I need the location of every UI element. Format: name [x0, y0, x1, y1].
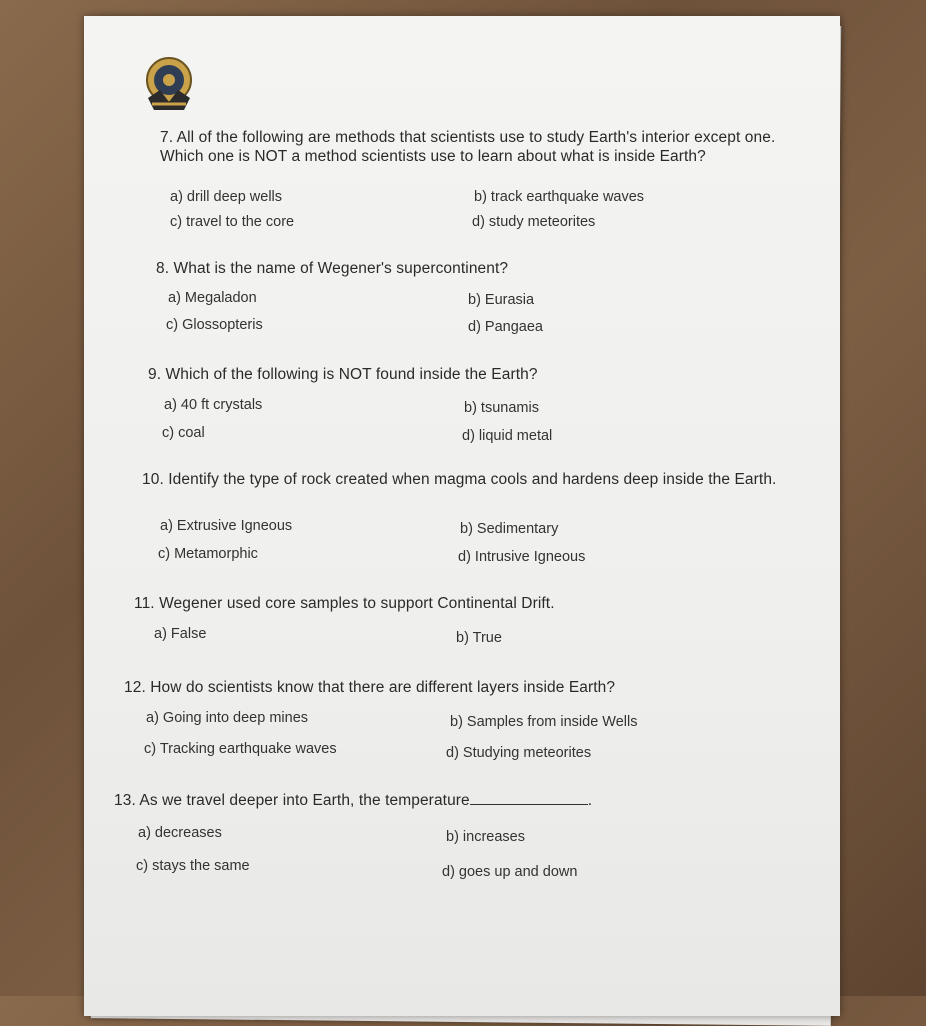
- question-13-prompt: 13. As we travel deeper into Earth, the temperature: [114, 792, 470, 809]
- question-10-option-d: d) Intrusive Igneous: [458, 549, 586, 565]
- question-10-option-c: c) Metamorphic: [158, 546, 258, 562]
- question-9-option-a: a) 40 ft crystals: [164, 397, 263, 413]
- question-11-option-a: a) False: [154, 626, 207, 642]
- question-9-option-c: c) coal: [162, 425, 205, 441]
- question-9-option-d: d) liquid metal: [462, 428, 553, 444]
- question-13-option-d: d) goes up and down: [442, 864, 578, 880]
- answer-blank-line: [470, 790, 588, 805]
- question-7-option-d: d) study meteorites: [472, 214, 596, 230]
- question-12-option-b: b) Samples from inside Wells: [450, 714, 638, 730]
- school-logo-icon: [140, 54, 198, 116]
- question-10-option-b: b) Sedimentary: [460, 521, 559, 537]
- question-13-suffix: .: [587, 792, 593, 809]
- question-11-text: 11. Wegener used core samples to support Continental Drift.: [134, 595, 555, 612]
- question-8-option-b: b) Eurasia: [468, 292, 535, 308]
- question-8-option-a: a) Megaladon: [168, 290, 257, 306]
- question-13-option-a: a) decreases: [138, 825, 222, 841]
- question-7-text: 7. All of the following are methods that scientists use to study Earth's interior except one. Which one is NOT a method scientists use to learn about what is inside Earth?: [160, 129, 776, 165]
- question-11-option-b: b) True: [456, 630, 502, 646]
- question-10-option-a: a) Extrusive Igneous: [160, 518, 293, 534]
- question-13-option-c: c) stays the same: [136, 858, 250, 874]
- question-8-option-d: d) Pangaea: [468, 319, 543, 335]
- question-10-text: 10. Identify the type of rock created when magma cools and hardens deep inside the Earth.: [142, 471, 777, 488]
- question-9-text: 9. Which of the following is NOT found inside the Earth?: [148, 366, 538, 383]
- worksheet-page: [84, 16, 840, 1016]
- question-8-text: 8. What is the name of Wegener's supercontinent?: [156, 260, 509, 277]
- question-9-option-b: b) tsunamis: [464, 400, 539, 416]
- question-12-option-a: a) Going into deep mines: [146, 710, 309, 726]
- question-8-option-c: c) Glossopteris: [166, 317, 263, 333]
- question-13-option-b: b) increases: [446, 829, 525, 845]
- question-12-option-d: d) Studying meteorites: [446, 745, 592, 761]
- question-12-text: 12. How do scientists know that there are different layers inside Earth?: [124, 679, 616, 696]
- question-13-text: [114, 790, 814, 810]
- question-12-option-c: c) Tracking earthquake waves: [144, 741, 337, 757]
- question-7-option-c: c) travel to the core: [170, 214, 295, 230]
- question-7-option-a: a) drill deep wells: [170, 189, 283, 205]
- question-7-option-b: b) track earthquake waves: [474, 189, 645, 205]
